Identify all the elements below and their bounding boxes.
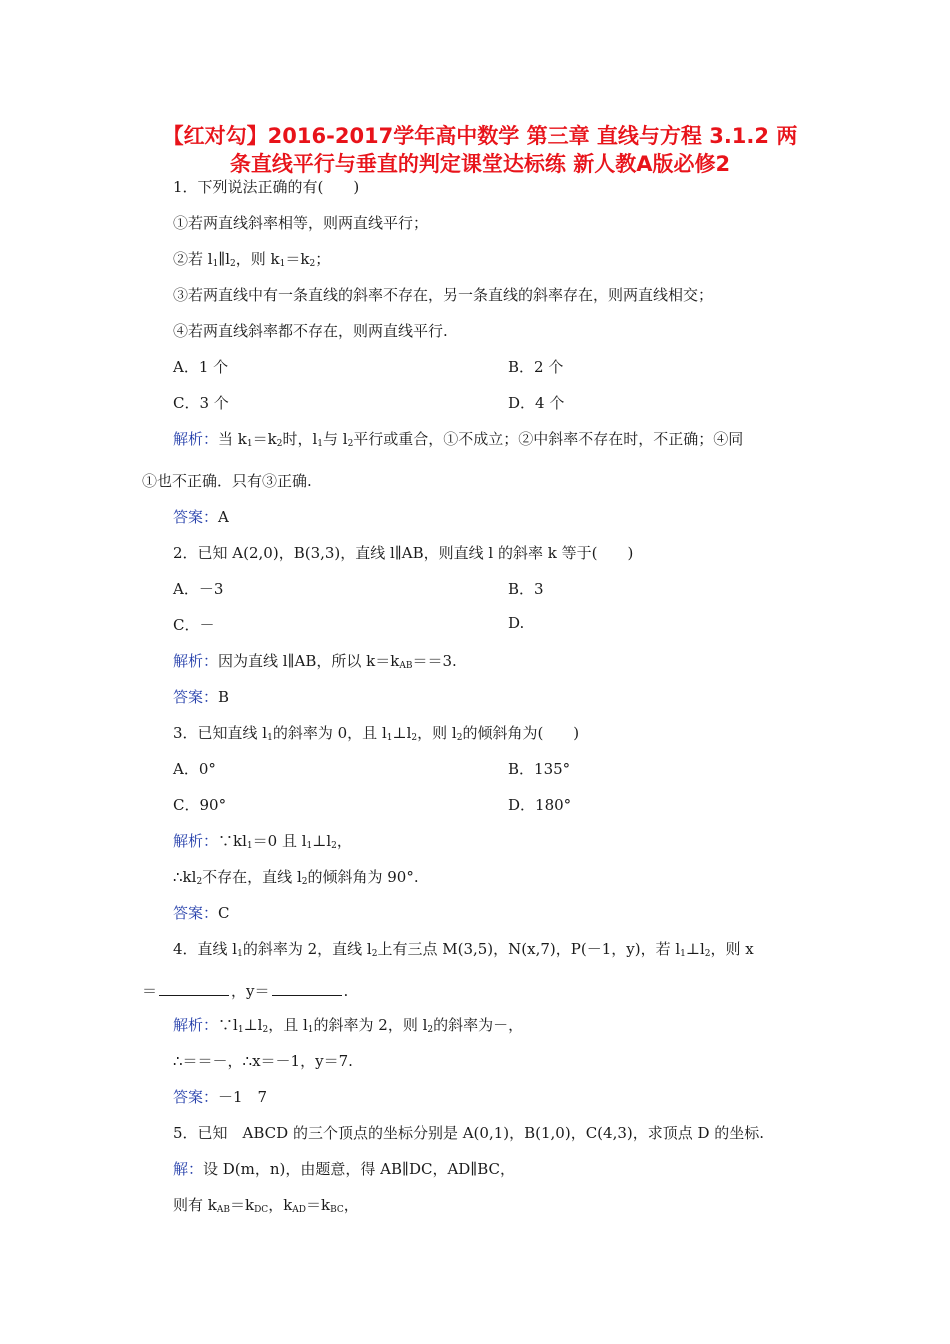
q2-stem: 2．已知 A(2,0)，B(3,3)，直线 l∥AB，则直线 l 的斜率 k 等于( ) bbox=[173, 544, 634, 562]
answer-blank-y bbox=[272, 983, 342, 996]
answer-label: 答案： bbox=[173, 688, 219, 706]
q1-statement-4: ④若两直线斜率都不存在，则两直线平行. bbox=[173, 322, 448, 340]
answer-blank-x bbox=[159, 983, 229, 996]
q3-option-b: B．135° bbox=[508, 760, 571, 778]
analysis-label: 解析： bbox=[173, 430, 219, 448]
q1-answer: 答案：A bbox=[173, 508, 229, 526]
q3-answer: 答案：C bbox=[173, 904, 230, 922]
q4-stem-cont: ＝ ，y＝ . bbox=[142, 982, 349, 1000]
analysis-label: 解析： bbox=[173, 832, 219, 850]
q3-stem: 3．已知直线 $l_1$的斜率为 0，且 $l_1\perp l_2$，则 $l_2$的倾斜角为( ) bbox=[173, 724, 580, 743]
q3-option-d: D．180° bbox=[508, 796, 572, 814]
q1-statement-2: ②若 $l_1\parallel l_2$，则 $k_1=k_2$； bbox=[173, 250, 331, 269]
q4-stem: 4．直线 $l_1$的斜率为 2，直线 $l_2$上有三点 M(3,5)，N(x,7)，P(－1，y)，若 $l_1\perp l_2$，则 x bbox=[173, 940, 754, 959]
analysis-label: 解析： bbox=[173, 652, 219, 670]
q1-option-c: C．3 个 bbox=[173, 394, 229, 412]
document-title bbox=[140, 122, 820, 178]
q1-analysis-cont: ①也不正确．只有③正确. bbox=[142, 472, 312, 490]
answer-label: 答案： bbox=[173, 508, 219, 526]
q1-statement-3: ③若两直线中有一条直线的斜率不存在，另一条直线的斜率存在，则两直线相交； bbox=[173, 286, 714, 304]
answer-label: 答案： bbox=[173, 1088, 219, 1106]
q2-option-b: B．3 bbox=[508, 580, 544, 598]
q5-solution-cont: 则有 $k_{AB}=k_{DC}$，$k_{AD}=k_{BC}$， bbox=[173, 1196, 359, 1215]
q5-solution: 解：设 D(m，n)，由题意，得 AB∥DC，AD∥BC， bbox=[173, 1160, 516, 1178]
q1-option-a: A．1 个 bbox=[173, 358, 229, 376]
q4-answer: 答案：－1 7 bbox=[173, 1088, 268, 1106]
analysis-label: 解析： bbox=[173, 1016, 219, 1034]
title-line-1: 【红对勾】2016-2017学年高中数学 第三章 直线与方程 3.1.2 两 bbox=[162, 124, 798, 148]
q1-option-b: B．2 个 bbox=[508, 358, 564, 376]
q3-analysis-cont: $\therefore kl_2$不存在，直线 $l_2$的倾斜角为 90°. bbox=[173, 868, 419, 887]
q3-option-c: C．90° bbox=[173, 796, 227, 814]
q2-option-c: C．－ bbox=[173, 616, 215, 634]
q4-analysis: 解析：$\because l_1\perp l_2$，且 $l_1$的斜率为 2，则 $l_2$的斜率为－， bbox=[173, 1016, 524, 1035]
q3-analysis: 解析：$\because kl_1=0$ 且 $l_1\perp l_2$， bbox=[173, 832, 352, 851]
q1-option-d: D．4 个 bbox=[508, 394, 565, 412]
q4-analysis-cont: ∴＝＝－，∴x＝－1，y＝7. bbox=[173, 1052, 353, 1070]
q2-option-d: D. bbox=[508, 614, 525, 632]
q3-option-a: A．0° bbox=[173, 760, 216, 778]
q2-option-a: A．－3 bbox=[173, 580, 224, 598]
solution-label: 解： bbox=[173, 1160, 204, 1178]
answer-label: 答案： bbox=[173, 904, 219, 922]
q5-stem: 5．已知 ABCD 的三个顶点的坐标分别是 A(0,1)，B(1,0)，C(4,3)，求顶点 D 的坐标. bbox=[173, 1124, 765, 1142]
q2-analysis: 解析：因为直线 l∥AB，所以 $k=k_{AB}==3$. bbox=[173, 652, 457, 671]
title-line-2: 条直线平行与垂直的判定课堂达标练 新人教A版必修2 bbox=[229, 152, 731, 176]
q2-answer: 答案：B bbox=[173, 688, 230, 706]
q1-statement-1: ①若两直线斜率相等，则两直线平行； bbox=[173, 214, 429, 232]
q1-analysis: 解析：当 $k_1=k_2$时，$l_1$与 $l_2$平行或重合，①不成立；②中斜率不存在时，不正确；④同 bbox=[173, 430, 744, 449]
q1-stem: 1．下列说法正确的有( ) bbox=[173, 178, 360, 196]
